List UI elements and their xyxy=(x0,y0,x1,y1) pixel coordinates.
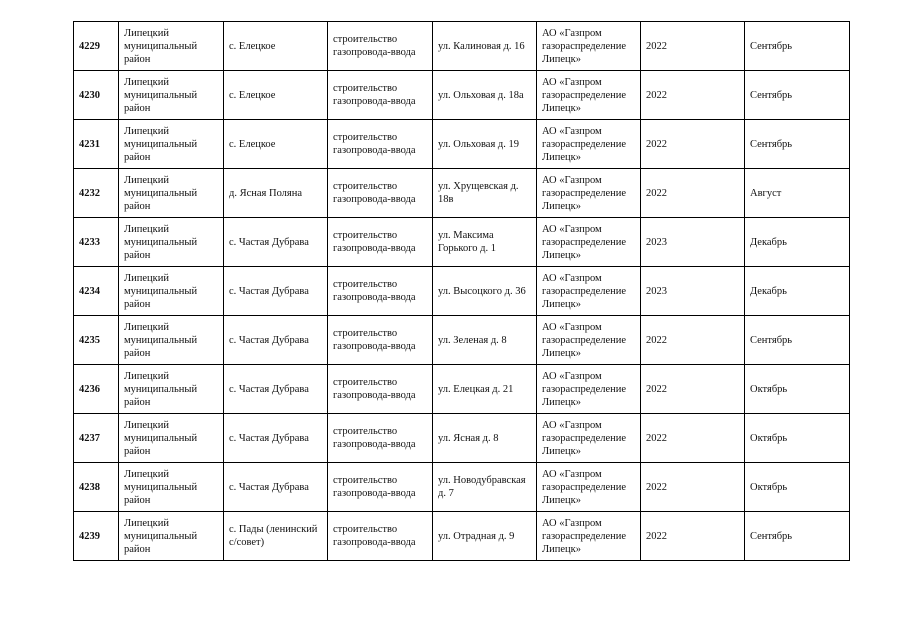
month-cell: Сентябрь xyxy=(745,512,850,561)
work-type-cell: строительство газопровода-ввода xyxy=(328,120,433,169)
organization-cell: АО «Газпром газораспределение Липецк» xyxy=(537,120,641,169)
table-row xyxy=(74,218,850,267)
month-cell: Сентябрь xyxy=(745,71,850,120)
address-cell: ул. Высоцкого д. 36 xyxy=(433,267,537,316)
organization-cell: АО «Газпром газораспределение Липецк» xyxy=(537,512,641,561)
settlement-cell: с. Пады (ленинский с/совет) xyxy=(224,512,328,561)
month-cell: Октябрь xyxy=(745,365,850,414)
year-cell: 2023 xyxy=(641,267,745,316)
work-type-cell: строительство газопровода-ввода xyxy=(328,512,433,561)
organization-cell: АО «Газпром газораспределение Липецк» xyxy=(537,414,641,463)
district-cell: Липецкий муниципальный район xyxy=(119,267,224,316)
table-row xyxy=(74,71,850,120)
year-cell: 2022 xyxy=(641,316,745,365)
address-cell: ул. Зеленая д. 8 xyxy=(433,316,537,365)
row-number-cell: 4239 xyxy=(74,512,119,561)
table-row xyxy=(74,316,850,365)
table-row xyxy=(74,414,850,463)
address-cell: ул. Калиновая д. 16 xyxy=(433,22,537,71)
address-cell: ул. Елецкая д. 21 xyxy=(433,365,537,414)
work-type-cell: строительство газопровода-ввода xyxy=(328,463,433,512)
district-cell: Липецкий муниципальный район xyxy=(119,120,224,169)
settlement-cell: д. Ясная Поляна xyxy=(224,169,328,218)
row-number-cell: 4238 xyxy=(74,463,119,512)
month-cell: Сентябрь xyxy=(745,316,850,365)
work-type-cell: строительство газопровода-ввода xyxy=(328,365,433,414)
address-cell: ул. Ольховая д. 18а xyxy=(433,71,537,120)
address-cell: ул. Отрадная д. 9 xyxy=(433,512,537,561)
work-type-cell: строительство газопровода-ввода xyxy=(328,267,433,316)
organization-cell: АО «Газпром газораспределение Липецк» xyxy=(537,463,641,512)
organization-cell: АО «Газпром газораспределение Липецк» xyxy=(537,365,641,414)
settlement-cell: с. Частая Дубрава xyxy=(224,316,328,365)
month-cell: Декабрь xyxy=(745,218,850,267)
district-cell: Липецкий муниципальный район xyxy=(119,365,224,414)
row-number-cell: 4237 xyxy=(74,414,119,463)
work-type-cell: строительство газопровода-ввода xyxy=(328,316,433,365)
work-type-cell: строительство газопровода-ввода xyxy=(328,218,433,267)
address-cell: ул. Хрущевская д. 18в xyxy=(433,169,537,218)
district-cell: Липецкий муниципальный район xyxy=(119,463,224,512)
month-cell: Сентябрь xyxy=(745,120,850,169)
work-type-cell: строительство газопровода-ввода xyxy=(328,414,433,463)
year-cell: 2022 xyxy=(641,414,745,463)
table-row xyxy=(74,365,850,414)
settlement-cell: с. Частая Дубрава xyxy=(224,218,328,267)
table-row xyxy=(74,512,850,561)
address-cell: ул. Ольховая д. 19 xyxy=(433,120,537,169)
row-number-cell: 4229 xyxy=(74,22,119,71)
document-sheet xyxy=(73,21,849,561)
organization-cell: АО «Газпром газораспределение Липецк» xyxy=(537,267,641,316)
year-cell: 2023 xyxy=(641,218,745,267)
table-row xyxy=(74,22,850,71)
year-cell: 2022 xyxy=(641,463,745,512)
row-number-cell: 4231 xyxy=(74,120,119,169)
row-number-cell: 4234 xyxy=(74,267,119,316)
row-number-cell: 4235 xyxy=(74,316,119,365)
row-number-cell: 4230 xyxy=(74,71,119,120)
year-cell: 2022 xyxy=(641,512,745,561)
district-cell: Липецкий муниципальный район xyxy=(119,414,224,463)
row-number-cell: 4232 xyxy=(74,169,119,218)
table-row xyxy=(74,463,850,512)
organization-cell: АО «Газпром газораспределение Липецк» xyxy=(537,169,641,218)
settlement-cell: с. Частая Дубрава xyxy=(224,267,328,316)
year-cell: 2022 xyxy=(641,365,745,414)
month-cell: Октябрь xyxy=(745,463,850,512)
organization-cell: АО «Газпром газораспределение Липецк» xyxy=(537,316,641,365)
organization-cell: АО «Газпром газораспределение Липецк» xyxy=(537,218,641,267)
table-row xyxy=(74,267,850,316)
district-cell: Липецкий муниципальный район xyxy=(119,71,224,120)
year-cell: 2022 xyxy=(641,71,745,120)
settlement-cell: с. Частая Дубрава xyxy=(224,463,328,512)
table-row xyxy=(74,120,850,169)
work-type-cell: строительство газопровода-ввода xyxy=(328,71,433,120)
district-cell: Липецкий муниципальный район xyxy=(119,316,224,365)
address-cell: ул. Максима Горького д. 1 xyxy=(433,218,537,267)
row-number-cell: 4236 xyxy=(74,365,119,414)
settlement-cell: с. Елецкое xyxy=(224,120,328,169)
settlement-cell: с. Елецкое xyxy=(224,22,328,71)
month-cell: Сентябрь xyxy=(745,22,850,71)
address-cell: ул. Ясная д. 8 xyxy=(433,414,537,463)
row-number-cell: 4233 xyxy=(74,218,119,267)
address-cell: ул. Новодубравская д. 7 xyxy=(433,463,537,512)
work-type-cell: строительство газопровода-ввода xyxy=(328,169,433,218)
year-cell: 2022 xyxy=(641,169,745,218)
settlement-cell: с. Частая Дубрава xyxy=(224,414,328,463)
month-cell: Октябрь xyxy=(745,414,850,463)
district-cell: Липецкий муниципальный район xyxy=(119,512,224,561)
table-row xyxy=(74,169,850,218)
work-type-cell: строительство газопровода-ввода xyxy=(328,22,433,71)
month-cell: Декабрь xyxy=(745,267,850,316)
year-cell: 2022 xyxy=(641,120,745,169)
district-cell: Липецкий муниципальный район xyxy=(119,169,224,218)
district-cell: Липецкий муниципальный район xyxy=(119,218,224,267)
year-cell: 2022 xyxy=(641,22,745,71)
organization-cell: АО «Газпром газораспределение Липецк» xyxy=(537,71,641,120)
settlement-cell: с. Частая Дубрава xyxy=(224,365,328,414)
gasification-register-table xyxy=(73,21,850,561)
settlement-cell: с. Елецкое xyxy=(224,71,328,120)
organization-cell: АО «Газпром газораспределение Липецк» xyxy=(537,22,641,71)
district-cell: Липецкий муниципальный район xyxy=(119,22,224,71)
month-cell: Август xyxy=(745,169,850,218)
